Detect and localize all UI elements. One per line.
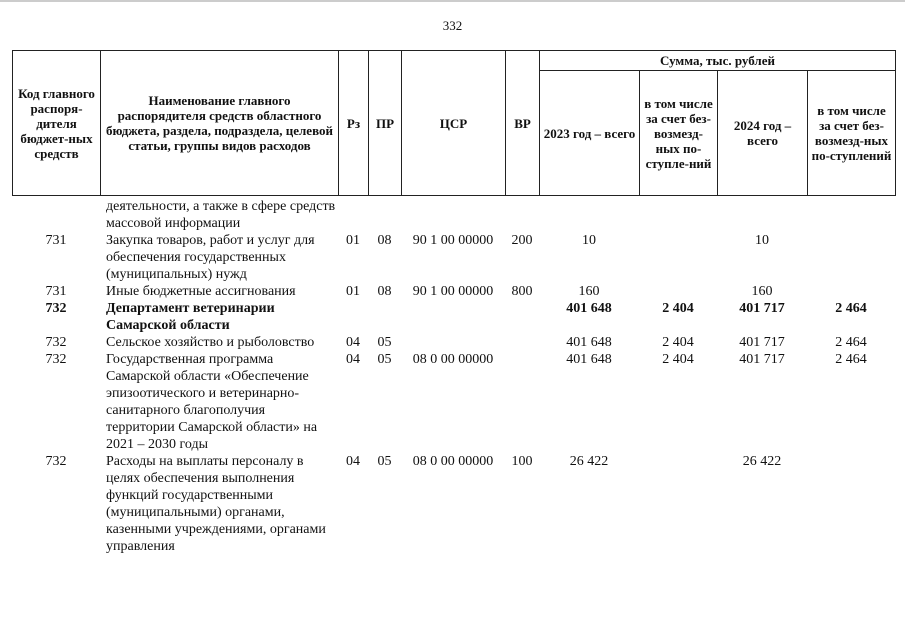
cell-csr [401, 300, 505, 334]
cell-vr: 100 [511, 454, 533, 469]
cell-2023-total: 26 422 [569, 454, 609, 469]
table-row [12, 198, 895, 232]
cell-2024-free [807, 453, 895, 555]
cell-name: Закупка товаров, работ и услуг для обеспечения государственных (муниципальных) нужд [106, 233, 315, 282]
cell-vr: 800 [511, 284, 533, 299]
cell-vr [505, 300, 539, 334]
cell-pr: 08 [377, 233, 392, 248]
cell-name: Сельское хозяйство и рыболовство [106, 335, 315, 350]
header-2024-total: 2024 год – всего [718, 71, 808, 196]
cell-2023-total: 10 [582, 233, 596, 248]
cell-2024-total: 401 717 [739, 335, 785, 350]
cell-2023-free: 2 404 [662, 352, 694, 367]
cell-csr: 08 0 00 00000 [412, 454, 494, 469]
header-rz: Рз [339, 51, 369, 196]
cell-pr: 05 [377, 352, 392, 367]
cell-csr: 08 0 00 00000 [412, 352, 494, 367]
cell-name: деятельности, а также в сфере средств массовой информации [106, 199, 336, 231]
cell-2024-total: 401 717 [739, 301, 785, 316]
table-row [12, 300, 895, 334]
cell-rz: 01 [346, 284, 360, 299]
cell-csr [401, 334, 505, 351]
table-row [12, 283, 895, 300]
header-sum: Сумма, тыс. рублей [540, 51, 896, 71]
table-row [12, 351, 895, 453]
cell-2024-free: 2 464 [835, 301, 867, 316]
cell-name: Расходы на выплаты персоналу в целях обеспечения выполнения функций государственными (муниципальными) органами, казенными учреждениями, органами управления [106, 454, 326, 554]
cell-2024-total: 10 [755, 233, 769, 248]
table-row [12, 232, 895, 283]
table-row [12, 334, 895, 351]
cell-code: 732 [45, 352, 67, 367]
cell-pr: 08 [377, 284, 392, 299]
page-number: 332 [442, 18, 463, 33]
header-2023-total: 2023 год – всего [540, 71, 640, 196]
cell-2023-total: 401 648 [566, 335, 612, 350]
cell-2024-total: 26 422 [742, 454, 782, 469]
cell-2023-free: 2 404 [662, 301, 694, 316]
table-body [12, 198, 895, 555]
cell-csr: 90 1 00 00000 [412, 233, 494, 248]
cell-2024-total: 401 717 [739, 352, 785, 367]
cell-2024-free [807, 283, 895, 300]
header-2023-free: в том числе за счет без-возмезд-ных по-ступле-ний [640, 71, 718, 196]
header-csr: ЦСР [402, 51, 506, 196]
cell-pr: 05 [377, 335, 392, 350]
table-row [12, 453, 895, 555]
cell-rz: 04 [346, 454, 360, 469]
table-header [12, 50, 896, 196]
cell-rz [338, 198, 368, 232]
cell-2024-free: 2 464 [835, 352, 867, 367]
cell-name: Департамент ветеринарии Самарской области [106, 301, 275, 333]
cell-2024-total: 160 [751, 284, 773, 299]
cell-csr [401, 198, 505, 232]
cell-pr: 05 [377, 454, 392, 469]
cell-code: 731 [45, 233, 67, 248]
cell-2023-total: 401 648 [566, 352, 612, 367]
cell-code: 732 [45, 301, 67, 316]
cell-pr [368, 198, 401, 232]
cell-code: 732 [45, 454, 67, 469]
cell-name: Иные бюджетные ассигнования [106, 284, 296, 299]
cell-2024-total [717, 198, 807, 232]
cell-csr: 90 1 00 00000 [412, 284, 494, 299]
cell-2024-free [807, 198, 895, 232]
cell-2023-free [639, 232, 717, 283]
cell-2023-total: 160 [578, 284, 600, 299]
header-code: Код главного распоря-дителя бюджет-ных средств [13, 51, 101, 196]
cell-vr [505, 351, 539, 453]
cell-2024-free [807, 232, 895, 283]
cell-code: 732 [45, 335, 67, 350]
header-pr: ПР [369, 51, 402, 196]
cell-2023-free [639, 283, 717, 300]
cell-rz [338, 300, 368, 334]
cell-code [12, 198, 100, 232]
header-vr: ВР [506, 51, 540, 196]
header-name: Наименование главного распорядителя средств областного бюджета, раздела, подраздела, целевой статьи, группы видов расходов [101, 51, 339, 196]
cell-name: Государственная программа Самарской области «Обеспечение эпизоотического и ветеринарно-санитарного благополучия территории Самарской области» на 2021 – 2030 годы [106, 352, 318, 452]
cell-vr [505, 198, 539, 232]
cell-2023-total [539, 198, 639, 232]
cell-vr [505, 334, 539, 351]
cell-2023-free [639, 453, 717, 555]
cell-2023-free [639, 198, 717, 232]
cell-rz: 01 [346, 233, 360, 248]
cell-2023-total: 401 648 [566, 301, 612, 316]
cell-pr [368, 300, 401, 334]
cell-2024-free: 2 464 [835, 335, 867, 350]
top-edge-rule [0, 0, 905, 2]
header-2024-free: в том числе за счет без-возмезд-ных по-ступлений [808, 71, 896, 196]
cell-vr: 200 [511, 233, 533, 248]
cell-rz: 04 [346, 352, 360, 367]
cell-rz: 04 [346, 335, 360, 350]
cell-2023-free: 2 404 [662, 335, 694, 350]
cell-code: 731 [45, 284, 67, 299]
